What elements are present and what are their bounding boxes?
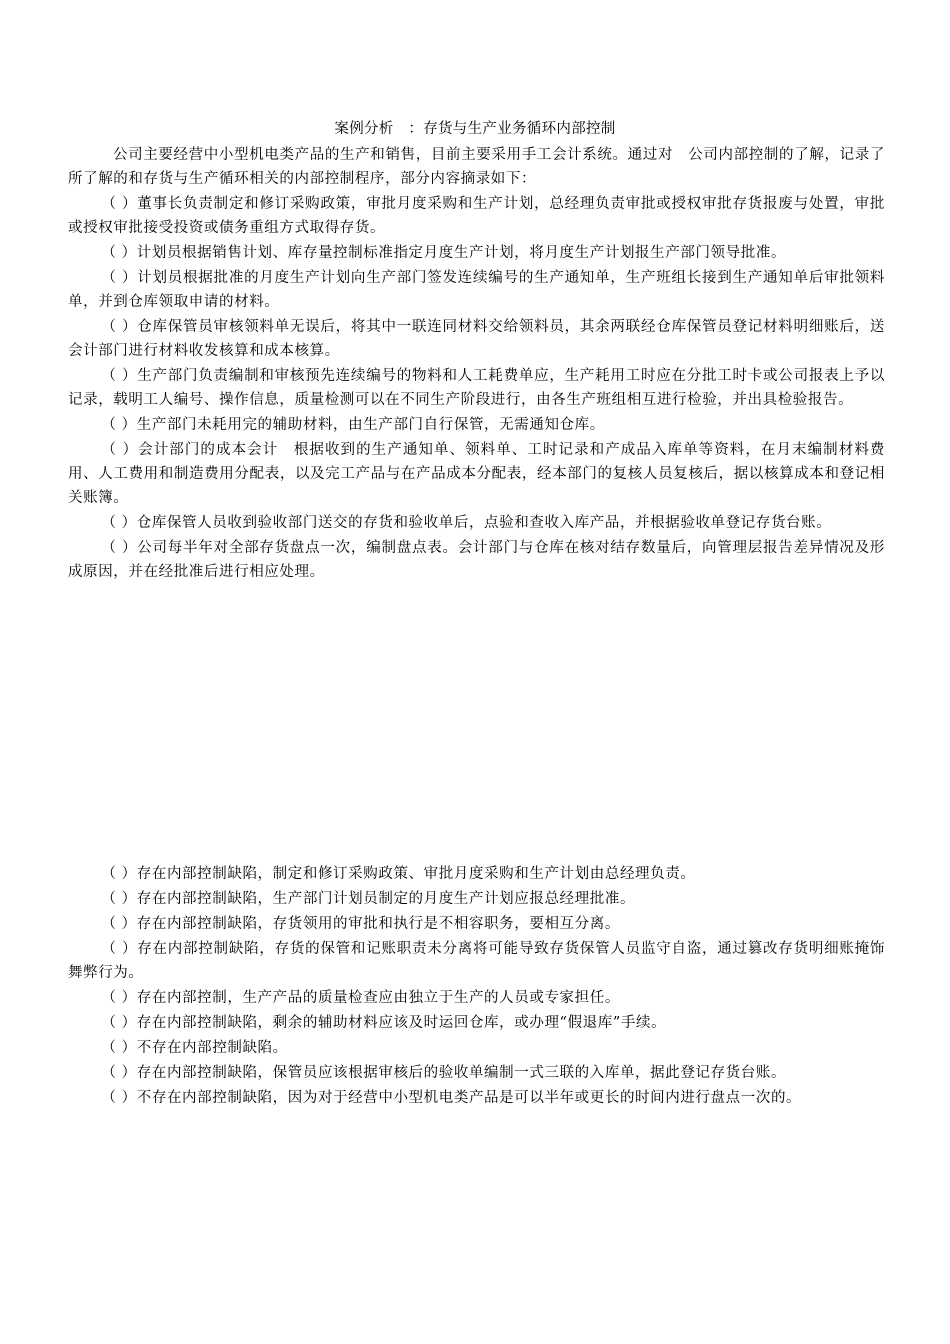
procedure-item: （ ）仓库保管人员收到验收部门送交的存货和验收单后，点验和查收入库产品，并根据验收单登记存货台账。: [101, 515, 832, 531]
procedure-item: （ ）仓库保管员审核领料单无误后，将其中一联连同材料交给领料员，其余两联经仓库保管员登记材料明细账后，送会计部门进行材料收发核算和成本核算。: [68, 319, 885, 359]
answer-item: （ ）存在内部控制缺陷，保管员应该根据审核后的验收单编制一式三联的入库单，据此登记存货台账。: [101, 1065, 787, 1081]
procedure-item: （ ）会计部门的成本会计 根据收到的生产通知单、领料单、工时记录和产成品入库单等资料，在月末编制材料费用、人工费用和制造费用分配表，以及完工产品与在产品成本分配表，经本部门的复核人员复核后，据以核算成本和登记相关账簿。: [68, 442, 885, 506]
answer-item: （ ）存在内部控制缺陷，制定和修订采购政策、审批月度采购和生产计划由总经理负责。: [101, 866, 696, 882]
case-description: [68, 143, 885, 584]
answer-item: （ ）存在内部控制缺陷，存货领用的审批和执行是不相容职务，要相互分离。: [101, 916, 620, 932]
intro-paragraph: 公司主要经营中小型机电类产品的生产和销售，目前主要采用手工会计系统。通过对 公司内部控制的了解，记录了所了解的和存货与生产循环相关的内部控制程序，部分内容摘录如下：: [68, 147, 885, 187]
procedure-item: （ ）计划员根据批准的月度生产计划向生产部门签发连续编号的生产通知单，生产班组长接到生产通知单后审批领料单，并到仓库领取申请的材料。: [68, 270, 885, 310]
document-title: 案例分析 ：存货与生产业务循环内部控制: [334, 121, 616, 137]
answer-item: （ ）不存在内部控制缺陷。: [101, 1040, 288, 1056]
answer-item: （ ）存在内部控制，生产产品的质量检查应由独立于生产的人员或专家担任。: [101, 990, 620, 1006]
procedure-item: （ ）生产部门负责编制和审核预先连续编号的物料和人工耗费单应，生产耗用工时应在分批工时卡或公司报表上予以记录，载明工人编号、操作信息，质量检测可以在不同生产阶段进行，由各生产班组相互进行检验，并出具检验报告。: [68, 368, 885, 408]
answer-item: （ ）存在内部控制缺陷，存货的保管和记账职责未分离将可能导致存货保管人员监守自盗，通过篡改存货明细账掩饰舞弊行为。: [68, 941, 885, 981]
procedure-item: （ ）生产部门未耗用完的辅助材料，由生产部门自行保管，无需通知仓库。: [101, 417, 605, 433]
answer-item: （ ）存在内部控制缺陷，生产部门计划员制定的月度生产计划应报总经理批准。: [101, 891, 636, 907]
procedure-item: （ ）董事长负责制定和修订采购政策，审批月度采购和生产计划，总经理负责审批或授权审批存货报废与处置，审批或授权审批接受投资或债务重组方式取得存货。: [68, 196, 885, 236]
answer-item: （ ）存在内部控制缺陷，剩余的辅助材料应该及时运回仓库，或办理“假退库”手续。: [101, 1015, 667, 1031]
answer-item: （ ）不存在内部控制缺陷，因为对于经营中小型机电类产品是可以半年或更长的时间内进行盘点一次的。: [101, 1090, 802, 1106]
procedure-item: （ ）公司每半年对全部存货盘点一次，编制盘点表。会计部门与仓库在核对结存数量后，向管理层报告差异情况及形成原因，并在经批准后进行相应处理。: [68, 540, 885, 580]
answer-list: [68, 862, 885, 1110]
procedure-item: （ ）计划员根据销售计划、库存量控制标准指定月度生产计划，将月度生产计划报生产部门领导批准。: [101, 245, 787, 261]
